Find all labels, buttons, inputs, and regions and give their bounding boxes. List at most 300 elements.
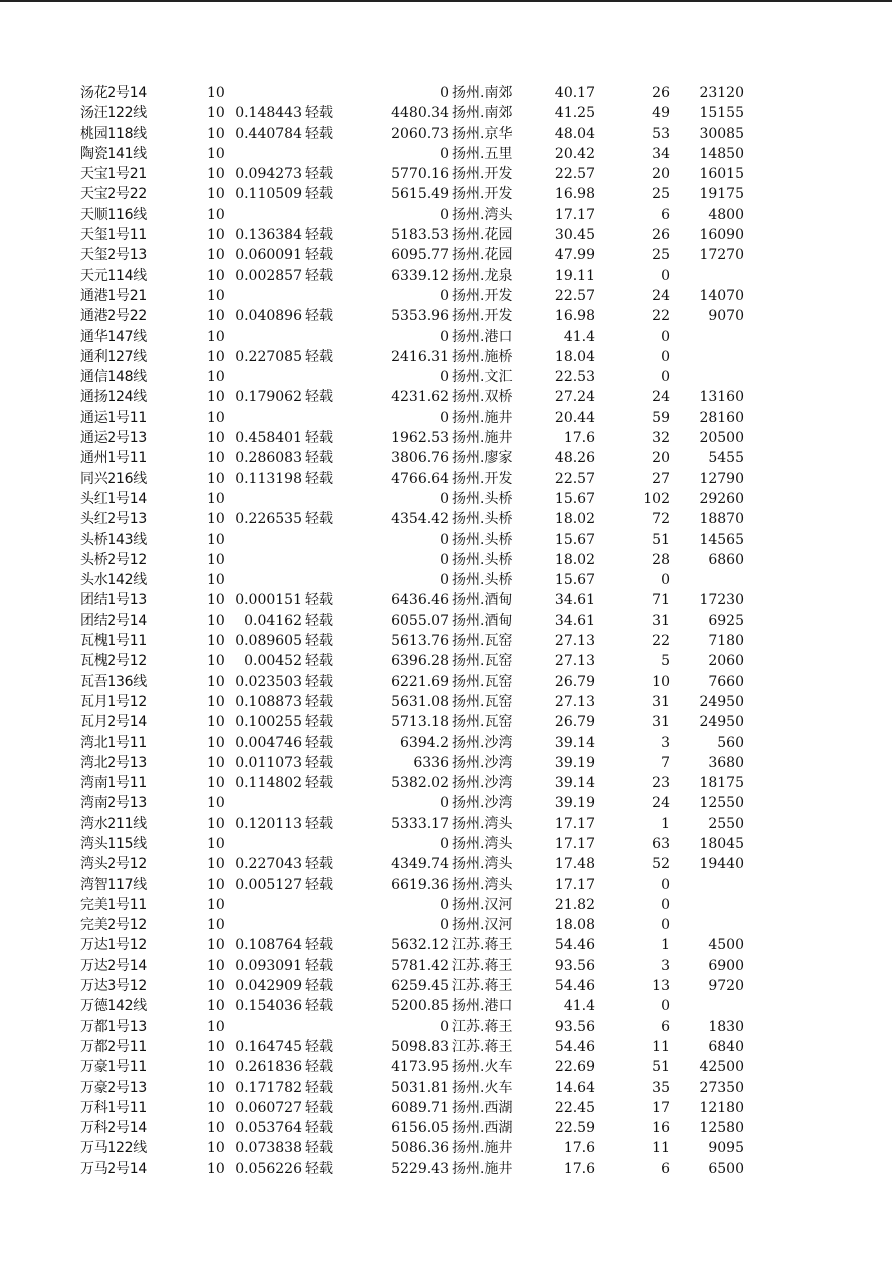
cell-value: 0 (440, 572, 449, 589)
table-row (0, 733, 892, 753)
cell-substation: 扬州.开发 (452, 308, 513, 325)
cell-substation: 扬州.湾头 (452, 856, 513, 873)
table-row (0, 976, 892, 996)
cell-load-ratio: 0.089605 (235, 633, 302, 650)
cell-line-name: 汤汪122线 (80, 105, 147, 122)
cell-count: 31 (652, 612, 670, 629)
cell-line-name: 天顺116线 (80, 206, 147, 223)
cell-count: 6 (661, 1160, 670, 1177)
cell-value: 0 (440, 917, 449, 934)
cell-load-ratio: 0.171782 (235, 1079, 302, 1096)
cell-load-status: 轻载 (305, 815, 333, 832)
cell-value: 6339.12 (391, 267, 449, 284)
cell-length: 27.13 (554, 693, 595, 710)
cell-length: 26.79 (554, 714, 595, 731)
cell-line-name: 万都1号13 (80, 1018, 147, 1035)
cell-voltage: 10 (207, 775, 225, 792)
cell-capacity: 16015 (699, 166, 744, 183)
cell-load-ratio: 0.060091 (235, 247, 302, 264)
table-row (0, 184, 892, 204)
cell-line-name: 头桥143线 (80, 531, 147, 548)
cell-value: 5031.81 (391, 1079, 449, 1096)
cell-capacity: 4800 (708, 206, 744, 223)
cell-load-status: 轻载 (305, 633, 333, 650)
cell-line-name: 通华147线 (80, 328, 147, 345)
cell-load-ratio: 0.005127 (235, 876, 302, 893)
cell-length: 16.98 (554, 186, 595, 203)
cell-length: 20.42 (554, 145, 595, 162)
cell-voltage: 10 (207, 1018, 225, 1035)
cell-voltage: 10 (207, 714, 225, 731)
cell-load-ratio: 0.053764 (235, 1120, 302, 1137)
cell-value: 5353.96 (391, 308, 449, 325)
cell-load-status: 轻载 (305, 1120, 333, 1137)
cell-count: 28 (652, 551, 670, 568)
cell-value: 6336 (413, 754, 449, 771)
table-row (0, 814, 892, 834)
cell-line-name: 通扬124线 (80, 389, 147, 406)
cell-line-name: 桃园118线 (80, 125, 147, 142)
cell-capacity: 5455 (708, 450, 744, 467)
cell-count: 3 (661, 734, 670, 751)
cell-value: 0 (440, 835, 449, 852)
cell-substation: 扬州.施桥 (452, 348, 513, 365)
cell-substation: 扬州.施井 (452, 430, 513, 447)
cell-substation: 扬州.沙湾 (452, 754, 513, 771)
cell-length: 19.11 (554, 267, 595, 284)
cell-count: 26 (652, 85, 670, 101)
cell-value: 6394.2 (400, 734, 449, 751)
cell-line-name: 湾南2号13 (80, 795, 147, 812)
cell-line-name: 湾头2号12 (80, 856, 147, 873)
cell-substation: 扬州.沙湾 (452, 795, 513, 812)
cell-value: 4766.64 (391, 470, 449, 487)
cell-voltage: 10 (207, 1099, 225, 1116)
cell-load-ratio: 0.011073 (235, 754, 302, 771)
cell-voltage: 10 (207, 490, 225, 507)
table-row (0, 387, 892, 407)
cell-load-status: 轻载 (305, 1038, 333, 1055)
cell-length: 17.6 (563, 1160, 595, 1177)
cell-voltage: 10 (207, 430, 225, 447)
cell-load-status: 轻载 (305, 998, 333, 1015)
cell-voltage: 10 (207, 287, 225, 304)
cell-line-name: 瓦月1号12 (80, 693, 147, 710)
cell-capacity: 2060 (708, 653, 744, 670)
cell-length: 93.56 (554, 957, 595, 974)
cell-length: 17.6 (563, 1140, 595, 1157)
cell-capacity: 24950 (699, 714, 744, 731)
cell-voltage: 10 (207, 896, 225, 913)
cell-count: 35 (652, 1079, 670, 1096)
cell-length: 17.17 (554, 815, 595, 832)
cell-length: 22.53 (554, 369, 595, 386)
cell-length: 27.13 (554, 653, 595, 670)
cell-voltage: 10 (207, 795, 225, 812)
cell-line-name: 湾头115线 (80, 835, 147, 852)
cell-substation: 扬州.湾头 (452, 835, 513, 852)
cell-substation: 江苏.蒋王 (452, 1018, 513, 1035)
cell-substation: 扬州.开发 (452, 186, 513, 203)
cell-capacity: 18175 (699, 775, 744, 792)
cell-value: 3806.76 (391, 450, 449, 467)
cell-substation: 扬州.汉河 (452, 917, 513, 934)
cell-substation: 扬州.南郊 (452, 105, 513, 122)
cell-load-status: 轻载 (305, 430, 333, 447)
cell-substation: 扬州.头桥 (452, 490, 513, 507)
cell-value: 5382.02 (391, 775, 449, 792)
cell-load-ratio: 0.154036 (235, 998, 302, 1015)
cell-count: 7 (661, 754, 670, 771)
cell-load-status: 轻载 (305, 125, 333, 142)
cell-line-name: 天元114线 (80, 267, 147, 284)
cell-length: 22.59 (554, 1120, 595, 1137)
cell-value: 6095.77 (391, 247, 449, 264)
cell-value: 0 (440, 551, 449, 568)
cell-voltage: 10 (207, 693, 225, 710)
table-row (0, 1078, 892, 1098)
cell-count: 63 (652, 835, 670, 852)
cell-value: 5333.17 (391, 815, 449, 832)
cell-value: 0 (440, 85, 449, 101)
cell-length: 39.19 (554, 754, 595, 771)
table-row (0, 672, 892, 692)
cell-line-name: 天宝1号21 (80, 166, 147, 183)
cell-length: 17.6 (563, 430, 595, 447)
cell-line-name: 瓦吾136线 (80, 673, 147, 690)
cell-count: 51 (652, 1059, 670, 1076)
cell-count: 20 (652, 166, 670, 183)
cell-line-name: 通运1号11 (80, 409, 147, 426)
cell-load-status: 轻载 (305, 348, 333, 365)
cell-substation: 扬州.花园 (452, 247, 513, 264)
cell-value: 6156.05 (391, 1120, 449, 1137)
cell-load-status: 轻载 (305, 1099, 333, 1116)
cell-voltage: 10 (207, 267, 225, 284)
cell-count: 26 (652, 227, 670, 244)
cell-value: 0 (440, 896, 449, 913)
cell-voltage: 10 (207, 511, 225, 528)
cell-line-name: 陶瓷141线 (80, 145, 147, 162)
cell-line-name: 湾水211线 (80, 815, 147, 832)
cell-value: 0 (440, 328, 449, 345)
table-row (0, 347, 892, 367)
table-row (0, 266, 892, 286)
cell-length: 18.08 (554, 917, 595, 934)
cell-substation: 扬州.头桥 (452, 551, 513, 568)
cell-line-name: 万都2号11 (80, 1038, 147, 1055)
cell-length: 22.45 (554, 1099, 595, 1116)
cell-count: 102 (643, 490, 670, 507)
cell-value: 5770.16 (391, 166, 449, 183)
cell-count: 31 (652, 693, 670, 710)
cell-length: 17.17 (554, 206, 595, 223)
cell-capacity: 1830 (708, 1018, 744, 1035)
table-row (0, 773, 892, 793)
cell-count: 31 (652, 714, 670, 731)
cell-value: 6089.71 (391, 1099, 449, 1116)
cell-load-status: 轻载 (305, 1059, 333, 1076)
table-row (0, 367, 892, 387)
cell-substation: 扬州.瓦窑 (452, 714, 513, 731)
cell-load-ratio: 0.060727 (235, 1099, 302, 1116)
cell-load-status: 轻载 (305, 1140, 333, 1157)
cell-capacity: 4500 (708, 937, 744, 954)
cell-value: 6619.36 (391, 876, 449, 893)
cell-capacity: 14850 (699, 145, 744, 162)
cell-length: 93.56 (554, 1018, 595, 1035)
cell-capacity: 16090 (699, 227, 744, 244)
cell-capacity: 7660 (708, 673, 744, 690)
cell-load-ratio: 0.120113 (235, 815, 302, 832)
cell-length: 22.57 (554, 470, 595, 487)
table-row (0, 753, 892, 773)
cell-capacity: 9095 (708, 1140, 744, 1157)
cell-voltage: 10 (207, 754, 225, 771)
cell-substation: 扬州.瓦窑 (452, 653, 513, 670)
cell-length: 48.04 (554, 125, 595, 142)
table-row (0, 996, 892, 1016)
cell-count: 6 (661, 1018, 670, 1035)
cell-value: 5631.08 (391, 693, 449, 710)
cell-count: 6 (661, 206, 670, 223)
cell-capacity: 9070 (708, 308, 744, 325)
cell-value: 5632.12 (391, 937, 449, 954)
cell-value: 5086.36 (391, 1140, 449, 1157)
cell-count: 1 (661, 937, 670, 954)
cell-length: 15.67 (554, 572, 595, 589)
cell-voltage: 10 (207, 166, 225, 183)
cell-load-status: 轻载 (305, 693, 333, 710)
cell-line-name: 万科1号11 (80, 1099, 147, 1116)
cell-load-ratio: 0.004746 (235, 734, 302, 751)
cell-value: 0 (440, 287, 449, 304)
cell-load-ratio: 0.164745 (235, 1038, 302, 1055)
cell-length: 34.61 (554, 592, 595, 609)
cell-capacity: 15155 (699, 105, 744, 122)
cell-line-name: 瓦槐1号11 (80, 633, 147, 650)
cell-load-status: 轻载 (305, 227, 333, 244)
cell-line-name: 万马2号14 (80, 1160, 147, 1177)
cell-line-name: 头水142线 (80, 572, 147, 589)
cell-line-name: 湾北1号11 (80, 734, 147, 751)
cell-voltage: 10 (207, 998, 225, 1015)
cell-value: 2060.73 (391, 125, 449, 142)
cell-count: 71 (652, 592, 670, 609)
table-row (0, 428, 892, 448)
table-row (0, 164, 892, 184)
cell-count: 0 (661, 267, 670, 284)
table-row (0, 793, 892, 813)
cell-length: 39.19 (554, 795, 595, 812)
cell-count: 0 (661, 328, 670, 345)
cell-load-status: 轻载 (305, 876, 333, 893)
cell-load-status: 轻载 (305, 267, 333, 284)
cell-length: 41.25 (554, 105, 595, 122)
cell-capacity: 6500 (708, 1160, 744, 1177)
cell-load-ratio: 0.261836 (235, 1059, 302, 1076)
table-row (0, 1017, 892, 1037)
cell-line-name: 湾南1号11 (80, 775, 147, 792)
cell-value: 4354.42 (391, 511, 449, 528)
cell-load-ratio: 0.000151 (235, 592, 302, 609)
cell-value: 0 (440, 145, 449, 162)
cell-voltage: 10 (207, 612, 225, 629)
cell-value: 5781.42 (391, 957, 449, 974)
cell-line-name: 通州1号11 (80, 450, 147, 467)
cell-substation: 扬州.文汇 (452, 369, 513, 386)
cell-load-status: 轻载 (305, 166, 333, 183)
cell-load-status: 轻载 (305, 1160, 333, 1177)
cell-substation: 扬州.火车 (452, 1079, 513, 1096)
cell-load-ratio: 0.023503 (235, 673, 302, 690)
cell-count: 49 (652, 105, 670, 122)
cell-load-ratio: 0.042909 (235, 978, 302, 995)
cell-substation: 扬州.瓦窑 (452, 673, 513, 690)
cell-line-name: 通港1号21 (80, 287, 147, 304)
cell-voltage: 10 (207, 815, 225, 832)
cell-capacity: 19440 (699, 856, 744, 873)
cell-load-ratio: 0.073838 (235, 1140, 302, 1157)
table-row (0, 83, 892, 103)
cell-count: 24 (652, 795, 670, 812)
table-row (0, 448, 892, 468)
cell-line-name: 团结2号14 (80, 612, 147, 629)
cell-substation: 扬州.龙泉 (452, 267, 513, 284)
cell-line-name: 团结1号13 (80, 592, 147, 609)
cell-length: 27.13 (554, 633, 595, 650)
cell-voltage: 10 (207, 186, 225, 203)
cell-voltage: 10 (207, 835, 225, 852)
cell-value: 5183.53 (391, 227, 449, 244)
cell-count: 59 (652, 409, 670, 426)
cell-voltage: 10 (207, 1120, 225, 1137)
cell-voltage: 10 (207, 978, 225, 995)
cell-capacity: 28160 (699, 409, 744, 426)
cell-line-name: 头红2号13 (80, 511, 147, 528)
cell-count: 22 (652, 633, 670, 650)
cell-length: 41.4 (563, 998, 595, 1015)
table-row (0, 895, 892, 915)
cell-substation: 扬州.施井 (452, 1140, 513, 1157)
cell-voltage: 10 (207, 734, 225, 751)
cell-substation: 扬州.沙湾 (452, 734, 513, 751)
cell-capacity: 27350 (699, 1079, 744, 1096)
table-row (0, 692, 892, 712)
cell-count: 52 (652, 856, 670, 873)
cell-load-ratio: 0.040896 (235, 308, 302, 325)
cell-line-name: 湾智117线 (80, 876, 147, 893)
cell-capacity: 18045 (699, 835, 744, 852)
cell-substation: 江苏.蒋王 (452, 957, 513, 974)
table-row (0, 915, 892, 935)
cell-voltage: 10 (207, 1079, 225, 1096)
cell-substation: 扬州.南郊 (452, 85, 513, 101)
cell-length: 39.14 (554, 734, 595, 751)
cell-capacity: 42500 (699, 1059, 744, 1076)
cell-voltage: 10 (207, 247, 225, 264)
cell-line-name: 同兴216线 (80, 470, 147, 487)
cell-substation: 扬州.湾头 (452, 815, 513, 832)
cell-load-status: 轻载 (305, 186, 333, 203)
cell-capacity: 24950 (699, 693, 744, 710)
cell-capacity: 13160 (699, 389, 744, 406)
cell-line-name: 汤花2号14 (80, 85, 147, 101)
cell-capacity: 6925 (708, 612, 744, 629)
cell-length: 15.67 (554, 490, 595, 507)
cell-count: 0 (661, 998, 670, 1015)
cell-length: 18.02 (554, 551, 595, 568)
cell-value: 0 (440, 206, 449, 223)
cell-substation: 扬州.花园 (452, 227, 513, 244)
table-row (0, 875, 892, 895)
table-row (0, 935, 892, 955)
cell-count: 24 (652, 287, 670, 304)
cell-load-status: 轻载 (305, 308, 333, 325)
cell-capacity: 560 (717, 734, 744, 751)
cell-count: 13 (652, 978, 670, 995)
cell-substation: 扬州.瓦窑 (452, 693, 513, 710)
cell-line-name: 瓦月2号14 (80, 714, 147, 731)
table-row (0, 834, 892, 854)
cell-length: 40.17 (554, 85, 595, 101)
cell-voltage: 10 (207, 85, 225, 101)
cell-load-status: 轻载 (305, 957, 333, 974)
cell-line-name: 通运2号13 (80, 430, 147, 447)
cell-count: 25 (652, 186, 670, 203)
table-row (0, 245, 892, 265)
table-row (0, 631, 892, 651)
cell-load-status: 轻载 (305, 612, 333, 629)
cell-substation: 扬州.开发 (452, 470, 513, 487)
cell-value: 5713.18 (391, 714, 449, 731)
cell-length: 34.61 (554, 612, 595, 629)
table-row (0, 327, 892, 347)
cell-substation: 扬州.头桥 (452, 531, 513, 548)
table-row (0, 469, 892, 489)
cell-value: 5200.85 (391, 998, 449, 1015)
cell-voltage: 10 (207, 876, 225, 893)
cell-load-status: 轻载 (305, 1079, 333, 1096)
cell-length: 26.79 (554, 673, 595, 690)
cell-value: 5229.43 (391, 1160, 449, 1177)
cell-load-status: 轻载 (305, 714, 333, 731)
cell-length: 17.17 (554, 876, 595, 893)
cell-substation: 扬州.西湖 (452, 1120, 513, 1137)
cell-capacity: 19175 (699, 186, 744, 203)
cell-load-status: 轻载 (305, 470, 333, 487)
cell-length: 54.46 (554, 937, 595, 954)
cell-value: 6259.45 (391, 978, 449, 995)
cell-load-ratio: 0.114802 (235, 775, 302, 792)
cell-count: 24 (652, 389, 670, 406)
cell-count: 32 (652, 430, 670, 447)
cell-count: 11 (652, 1140, 670, 1157)
cell-capacity: 17270 (699, 247, 744, 264)
cell-length: 18.04 (554, 348, 595, 365)
cell-count: 3 (661, 957, 670, 974)
cell-length: 54.46 (554, 978, 595, 995)
cell-value: 5098.83 (391, 1038, 449, 1055)
table-row (0, 1159, 892, 1179)
cell-length: 22.57 (554, 287, 595, 304)
cell-load-status: 轻载 (305, 673, 333, 690)
cell-value: 0 (440, 1018, 449, 1035)
cell-line-name: 万达2号14 (80, 957, 147, 974)
cell-substation: 扬州.酒甸 (452, 592, 513, 609)
table-row (0, 570, 892, 590)
table-row (0, 1118, 892, 1138)
